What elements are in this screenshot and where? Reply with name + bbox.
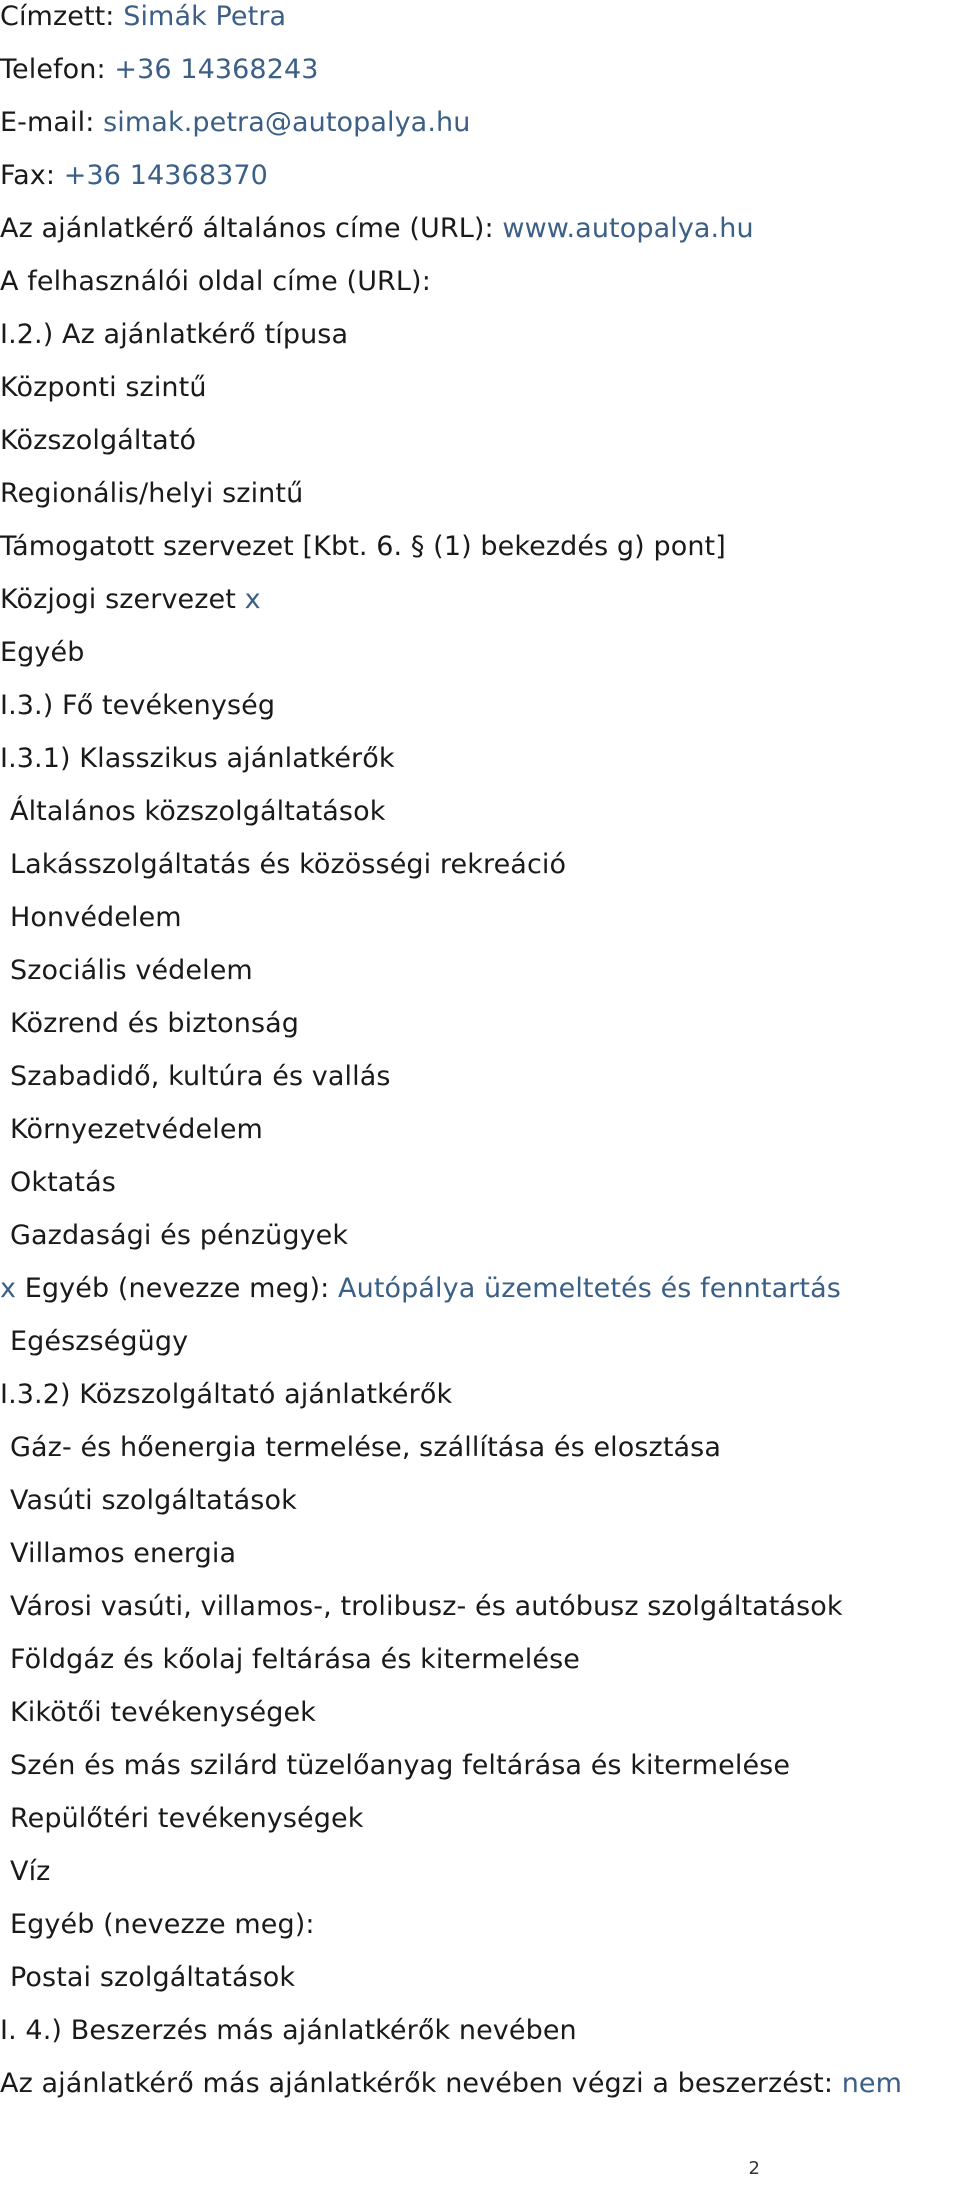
type-item: Közszolgáltató [0,425,197,456]
subheading-classic: I.3.1) Klasszikus ajánlatkérők [0,743,395,774]
type-item: Regionális/helyi szintű [0,478,304,509]
classic-item: Általános közszolgáltatások [10,796,386,827]
phone-line [0,43,319,96]
classic-item: Oktatás [10,1167,116,1198]
utility-item: Repülőtéri tevékenységek [10,1803,364,1834]
type-item: Támogatott szervezet [Kbt. 6. § (1) bekezdés g) pont] [0,531,726,562]
classic-other-label: Egyéb (nevezze meg): [16,1273,339,1304]
utility-item: Postai szolgáltatások [10,1962,296,1993]
fax-value: +36 14368370 [63,160,268,191]
phone-label: Telefon: [0,54,115,85]
type-item-public-law [0,573,261,626]
subheading-utility: I.3.2) Közszolgáltató ajánlatkérők [0,1379,453,1410]
buyer-profile-label: A felhasználói oldal címe (URL): [0,266,431,297]
general-url-label: Az ajánlatkérő általános címe (URL): [0,213,503,244]
public-law-label: Közjogi szervezet [0,584,245,615]
public-law-mark: x [244,584,261,615]
recipient-label: Címzett: [0,1,124,32]
email-label: E-mail: [0,107,104,138]
utility-item: Víz [10,1856,51,1887]
utility-item: Földgáz és kőolaj feltárása és kitermelése [10,1644,580,1675]
recipient-line [0,0,286,43]
classic-item: Honvédelem [10,902,182,933]
behalf-answer: nem [841,2068,903,2099]
general-url-link[interactable]: www.autopalya.hu [502,213,754,244]
phone-value: +36 14368243 [114,54,319,85]
fax-line [0,149,268,202]
classic-item: Szabadidő, kultúra és vallás [10,1061,391,1092]
classic-item: Közrend és biztonság [10,1008,300,1039]
section-heading-type: I.2.) Az ajánlatkérő típusa [0,319,349,350]
classic-item-health: Egészségügy [10,1326,189,1357]
fax-label: Fax: [0,160,64,191]
utility-item: Gáz- és hőenergia termelése, szállítása és elosztása [10,1432,721,1463]
classic-item-other [0,1262,841,1315]
section-heading-activity: I.3.) Fő tevékenység [0,690,276,721]
general-url-line [0,202,754,255]
classic-other-mark: x [0,1273,17,1304]
behalf-question: Az ajánlatkérő más ajánlatkérők nevében végzi a beszerzést: [0,2068,842,2099]
utility-item: Kikötői tevékenységek [10,1697,316,1728]
type-item-other: Egyéb [0,637,85,668]
type-item: Központi szintű [0,372,207,403]
classic-item: Gazdasági és pénzügyek [10,1220,349,1251]
section-heading-behalf: I. 4.) Beszerzés más ajánlatkérők nevében [0,2015,577,2046]
classic-item: Lakásszolgáltatás és közösségi rekreáció [10,849,567,880]
utility-item: Szén és más szilárd tüzelőanyag feltárása és kitermelése [10,1750,791,1781]
recipient-value: Simák Petra [123,1,287,32]
email-value[interactable]: simak.petra@autopalya.hu [103,107,471,138]
behalf-question-line [0,2057,902,2110]
buyer-profile-line [0,255,431,308]
classic-item: Szociális védelem [10,955,253,986]
page-number: 2 [748,2158,760,2179]
classic-other-value: Autópálya üzemeltetés és fenntartás [338,1273,841,1304]
utility-item: Városi vasúti, villamos-, trolibusz- és autóbusz szolgáltatások [10,1591,843,1622]
utility-item: Egyéb (nevezze meg): [10,1909,315,1940]
utility-item: Vasúti szolgáltatások [10,1485,297,1516]
email-line [0,96,470,149]
utility-item: Villamos energia [10,1538,237,1569]
classic-item: Környezetvédelem [10,1114,263,1145]
